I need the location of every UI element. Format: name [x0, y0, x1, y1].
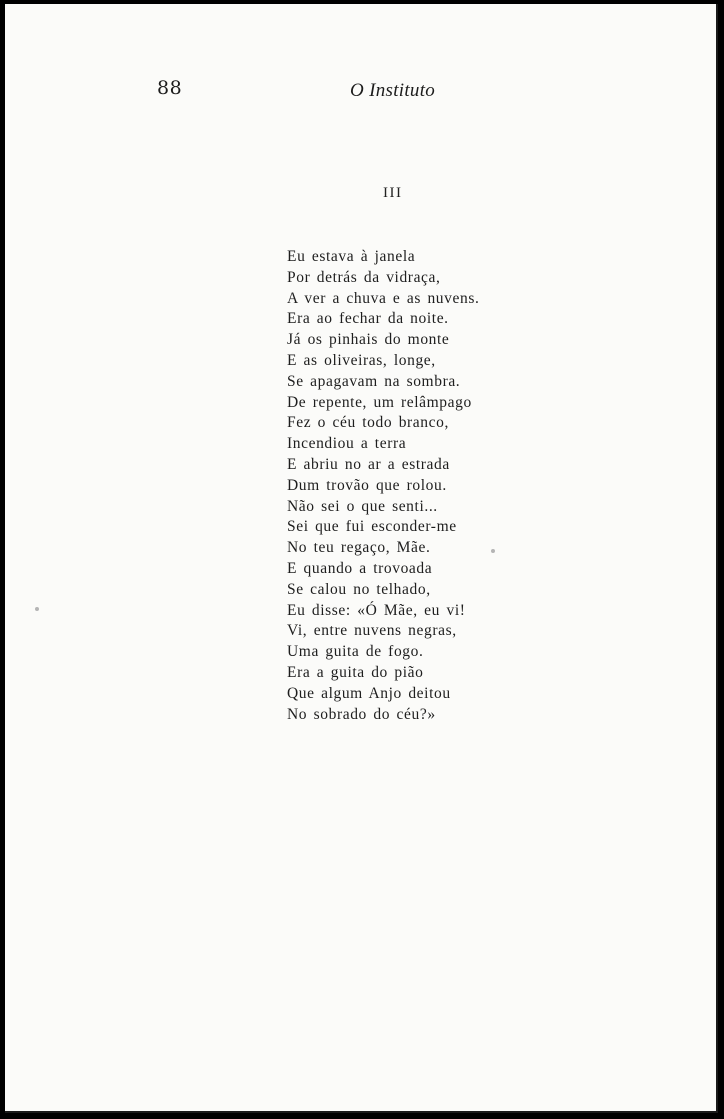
poem: [287, 247, 479, 725]
poem-line: Incendiou a terra: [287, 435, 407, 453]
poem-line: Fez o céu todo branco,: [287, 414, 449, 432]
poem-line: E quando a trovoada: [287, 559, 433, 577]
poem-line: A ver a chuva e as nuvens.: [287, 289, 480, 307]
poem-line: Sei que fui esconder-me: [287, 518, 457, 536]
poem-line: Uma guita de fogo.: [287, 643, 424, 661]
poem-line: Se calou no telhado,: [287, 580, 431, 598]
section-number: III: [383, 185, 403, 201]
page-number: 88: [157, 77, 183, 99]
poem-line: Que algum Anjo deitou: [287, 684, 451, 702]
paper-speck: [491, 549, 495, 553]
poem-line: De repente, um relâmpago: [287, 393, 472, 411]
poem-line: Eu disse: «Ó Mãe, eu vi!: [287, 601, 466, 619]
poem-line: No sobrado do céu?»: [287, 705, 436, 723]
poem-line: Dum trovão que rolou.: [287, 476, 447, 494]
poem-line: Vi, entre nuvens negras,: [287, 622, 457, 640]
poem-line: Se apagavam na sombra.: [287, 372, 461, 390]
running-title: O Instituto: [350, 80, 436, 101]
poem-line: Era ao fechar da noite.: [287, 310, 449, 328]
paper-speck: [35, 607, 39, 611]
poem-line: Eu estava à janela: [287, 248, 416, 265]
poem-line: E as oliveiras, longe,: [287, 351, 436, 369]
poem-line: Já os pinhais do monte: [287, 331, 450, 349]
poem-line: Era a guita do pião: [287, 663, 424, 681]
poem-line: E abriu no ar a estrada: [287, 455, 450, 473]
poem-line: No teu regaço, Mãe.: [287, 539, 431, 557]
book-page: [5, 4, 718, 1113]
poem-line: Não sei o que senti...: [287, 497, 438, 515]
poem-line: Por detrás da vidraça,: [287, 268, 441, 286]
